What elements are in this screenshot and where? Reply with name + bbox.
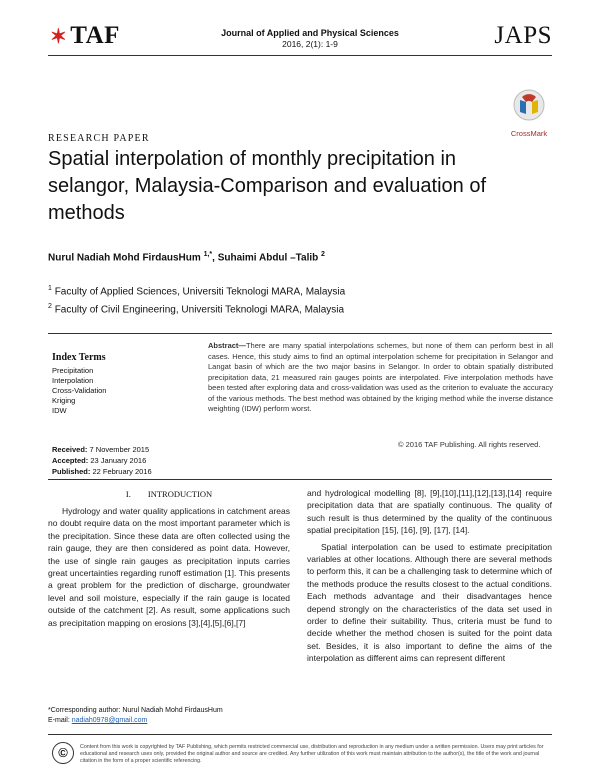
- abstract: [208, 341, 553, 415]
- index-term: Precipitation: [52, 366, 94, 375]
- corresponding-author: [48, 706, 223, 726]
- section-title: INTRODUCTION: [147, 489, 213, 499]
- author-1-sup: 1,*: [203, 251, 213, 258]
- title-rule: [48, 333, 552, 334]
- author-line: [48, 251, 325, 263]
- published-date: [52, 466, 152, 477]
- header-rule: [48, 55, 552, 56]
- index-term: Kriging: [52, 396, 76, 405]
- author-1: Nurul Nadiah Mohd FirdausHum: [48, 252, 201, 264]
- journal-name: Journal of Applied and Physical Sciences: [221, 28, 399, 38]
- index-term: Interpolation: [52, 376, 94, 385]
- journal-citation: 2016, 2(1): 1-9: [282, 39, 338, 49]
- crossmark-icon: [512, 88, 546, 126]
- journal-info: [185, 28, 435, 50]
- published-value: 22 February 2016: [92, 467, 152, 476]
- publisher-logo: [50, 22, 120, 50]
- crossmark-badge[interactable]: [507, 88, 551, 138]
- received-label: Received:: [52, 445, 88, 454]
- corresponding-email-line: [48, 716, 223, 726]
- copyright-icon: ©: [52, 742, 74, 764]
- abstract-rule: [48, 479, 552, 480]
- received-date: [52, 444, 152, 455]
- intro-paragraph-2: Spatial interpolation can be used to estimate precipitation variables at other locations. Although there are several methods to perform this, it can be a challenging task to determine which of the methods produce the results closest to the actual conditions. Each methods advantage and their disadvantages hence depend strongly on the characteristics of the data set used in order to define their suitability. Thus, criteria must be fund to decide whether the method chosen is suited for the point data set. Besides, it is also important to define the aims of the interpolation as different aims can represent different: [307, 541, 552, 664]
- article-dates: [52, 444, 152, 477]
- abstract-label: Abstract—: [208, 341, 246, 350]
- affiliation-1-text: Faculty of Applied Sciences, Universiti Teknologi MARA, Malaysia: [54, 286, 346, 298]
- abstract-text: There are many spatial interpolations schemes, but none of them can perform best in all cases. Hence, this study aims to find an optimal interpolation scheme for precipitation in Selangor and Langat basin of which are the two major basins in Selangor. In order to obtain spatially distributed precipitation data, 21 measured rain gauges points are interpolated. Five interpolation methods have been tested after exploring data and cross-validation was used as the criterion to evaluate the accuracy of the various methods. The best method was obtained by the kriging method while the inverse distance weighting (IDW) perform worst.: [208, 341, 553, 413]
- intro-paragraph-1: Hydrology and water quality applications in catchment areas no doubt require data on the most important parameter which is the precipitation. Since these data are often collected using the rain gauge, they are then considered as point data. However, the use of single rain gauges as precipitation inputs carries great uncertainties regarding runoff estimation [1]. This presents a great problem for the prediction of discharge, groundwater level and soil moisture, especially if the rain gauge is located outside of the catchment [2]. As result, some applications such as precipitation mapping on erosions [3],[4],[5],[6],[7]: [48, 506, 290, 628]
- accepted-value: 23 January 2016: [90, 456, 147, 465]
- affiliation-1: [48, 285, 345, 297]
- author-2: Suhaimi Abdul –Talib: [217, 252, 319, 264]
- index-term: IDW: [52, 406, 67, 415]
- footer-rule: [48, 734, 552, 735]
- corresponding-author-name: *Corresponding author: Nurul Nadiah Mohd FirdausHum: [48, 707, 223, 714]
- intro-paragraph-continued: and hydrological modelling [8], [9],[10],[11],[12],[13],[14] require precipitation data that are spatially continuous. The quality of such result is thus determined by the quality of the continuous spatial precipitation [15], [16], [9], [17], [14].: [307, 488, 552, 536]
- author-2-sup: 2: [321, 251, 325, 258]
- article-title: Spatial interpolation of monthly precipitation in selangor, Malaysia-Comparison and evaluation of methods: [48, 148, 487, 224]
- publisher-logo-text: TAF: [70, 22, 120, 49]
- affiliation-2: [48, 303, 344, 315]
- body-column-left: [48, 505, 290, 629]
- affiliation-2-text: Faculty of Civil Engineering, Universiti Teknologi MARA, Malaysia: [54, 304, 345, 316]
- taf-star-icon: ✶: [50, 26, 68, 48]
- affiliation-1-num: 1: [48, 285, 52, 292]
- body-column-right: [307, 487, 552, 665]
- email-link[interactable]: nadiah0978@gmail.com: [71, 717, 148, 724]
- section-heading: [48, 489, 290, 499]
- index-term: Cross-Validation: [52, 386, 107, 395]
- affiliation-2-num: 2: [48, 303, 52, 310]
- accepted-date: [52, 455, 152, 466]
- index-terms-title: Index Terms: [52, 352, 106, 363]
- section-number: I.: [125, 489, 131, 499]
- article-type: RESEARCH PAPER: [48, 133, 150, 144]
- email-label: E-mail:: [48, 717, 72, 724]
- author-separator: ,: [212, 252, 218, 264]
- index-terms-list: [52, 366, 106, 416]
- received-value: 7 November 2015: [89, 445, 150, 454]
- accepted-label: Accepted:: [52, 456, 89, 465]
- license-text: Content from this work is copyrighted by TAF Publishing, which permits restricted commercial use, distribution and reproduction in any medium under a written permission. Users may print articles for educational and research uses only, provided the original author and source are credited. Any further utilization of this work must maintain attribution to the author(s), the title of the work and journal citation in the form of a proper scientific referencing.: [80, 744, 544, 765]
- copyright-note: © 2016 TAF Publishing. All rights reserved.: [398, 440, 541, 449]
- journal-abbrev: JAPS: [494, 22, 552, 49]
- crossmark-label: CrossMark: [510, 129, 548, 138]
- published-label: Published:: [52, 467, 91, 476]
